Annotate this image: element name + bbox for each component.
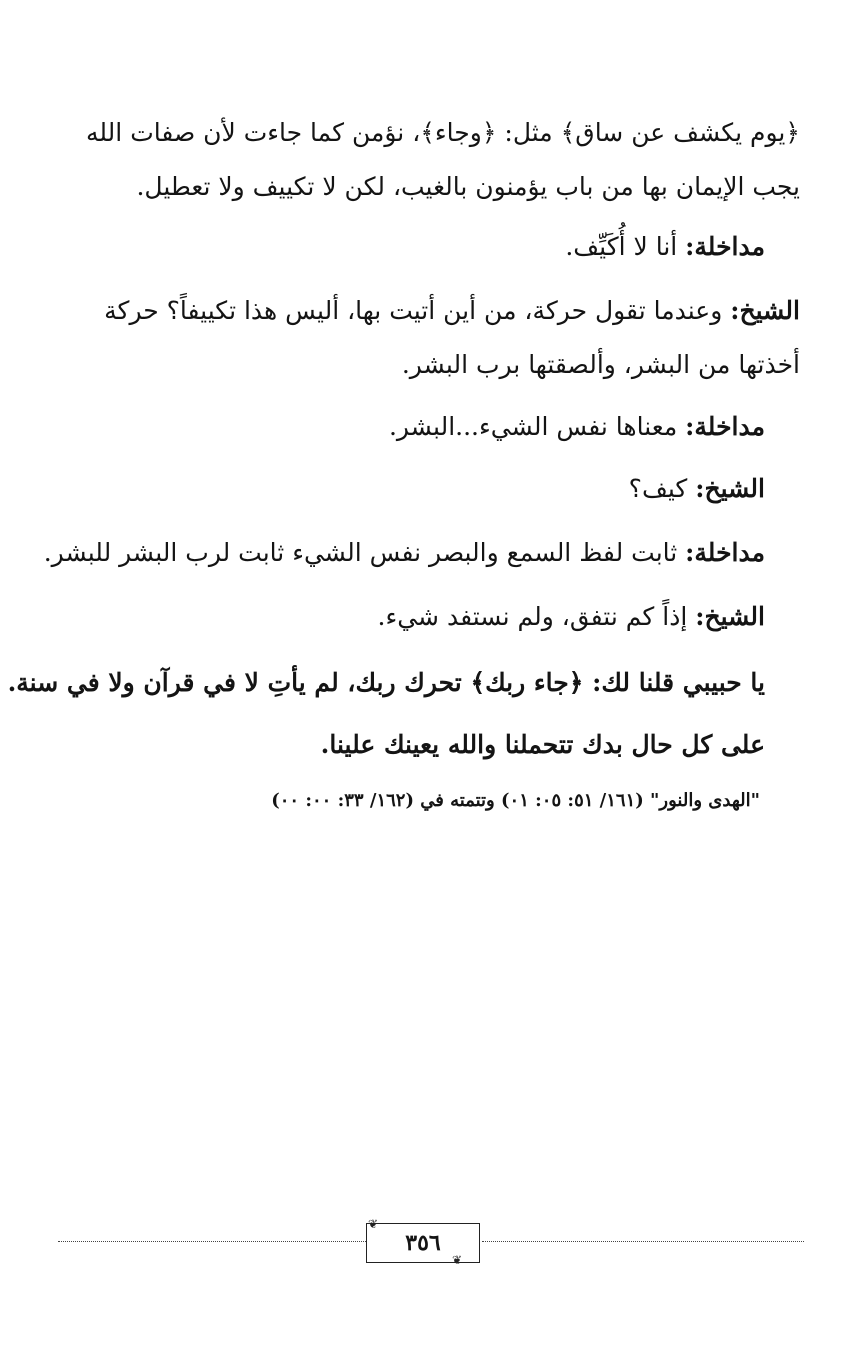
- speech-text: وعندما تقول حركة، من أين أتيت بها، أليس هذا تكييفاً؟ حركة: [104, 296, 731, 325]
- speaker-label: الشيخ:: [730, 296, 800, 325]
- text-line-2: يجب الإيمان بها من باب يؤمنون بالغيب، لكن لا تكييف ولا تعطيل.: [136, 172, 800, 201]
- footer-dotted-rule: [482, 1241, 804, 1242]
- text-line-1: ﴿يوم يكشف عن ساق﴾ مثل: ﴿وجاء﴾، نؤمن كما جاءت لأن صفات الله: [86, 118, 800, 147]
- text-line-3: [45, 232, 765, 261]
- speaker-label: مداخلة:: [685, 412, 765, 441]
- speaker-label: الشيخ:: [695, 474, 765, 503]
- ornament-icon: ❦: [368, 1217, 379, 1231]
- page-number-frame: [366, 1223, 480, 1263]
- text-line-6: [45, 412, 765, 441]
- text-line-8: [45, 538, 765, 567]
- speech-text: كيف؟: [628, 474, 696, 503]
- speech-text: إذاً كم نتفق، ولم نستفد شيء.: [377, 602, 696, 631]
- ornament-icon: ❦: [452, 1253, 463, 1267]
- text-line-9: [45, 602, 765, 631]
- speech-text: ثابت لفظ السمع والبصر نفس الشيء ثابت لرب البشر للبشر.: [43, 538, 686, 567]
- page-number: ٣٥٦: [405, 1230, 441, 1256]
- text-line-5: أخذتها من البشر، وألصقتها برب البشر.: [401, 350, 800, 379]
- footer-dotted-rule: [58, 1241, 366, 1242]
- speaker-label: مداخلة:: [685, 232, 765, 261]
- text-line-10: يا حبيبي قلنا لك: ﴿جاء ربك﴾ تحرك ربك، لم يأتِ لا في قرآن ولا في سنة.: [7, 668, 765, 697]
- speaker-label: مداخلة:: [685, 538, 765, 567]
- text-line-4: [45, 296, 800, 325]
- speaker-label: الشيخ:: [695, 602, 765, 631]
- source-citation: "الهدى والنور" (١٦١/ ٥١: ٠٥: ٠١) وتتمته في (١٦٢/ ٣٣: ٠٠: ٠٠): [271, 790, 760, 811]
- speech-text: أنا لا أُكَيِّف.: [565, 232, 686, 261]
- text-line-7: [45, 474, 765, 503]
- speech-text: معناها نفس الشيء...البشر.: [388, 412, 686, 441]
- text-line-11: على كل حال بدك تتحملنا والله يعينك علينا.: [320, 730, 765, 759]
